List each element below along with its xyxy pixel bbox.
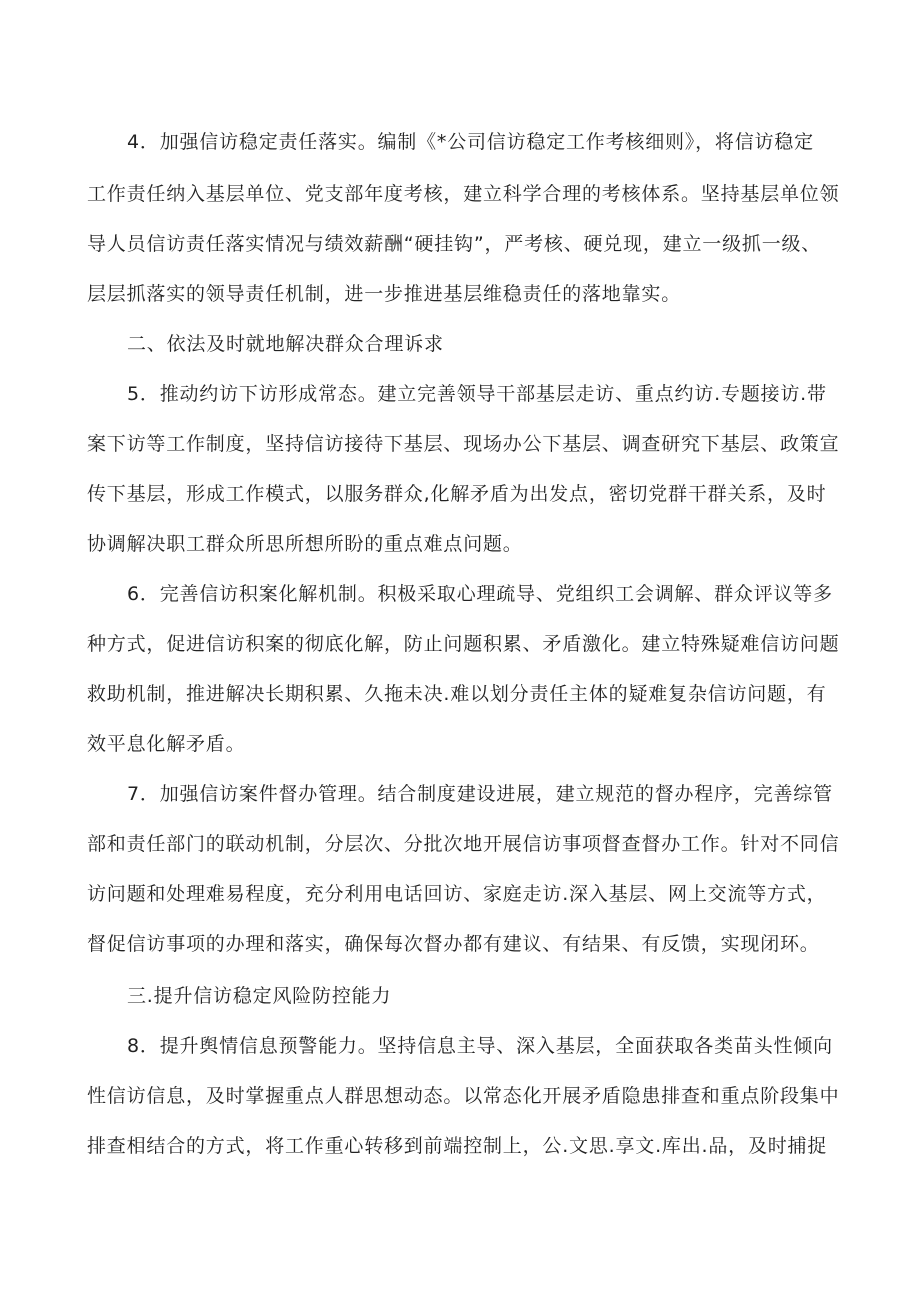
paragraph-7-line-3: 访问题和处理难易程度，充分利用电话回访、家庭走访.深入基层、网上交流等方式，: [87, 883, 827, 905]
paragraph-5-line-2: 案下访等工作制度，坚持信访接待下基层、现场办公下基层、调查研究下基层、政策宣: [87, 433, 840, 455]
paragraph-4-line-2: 工作责任纳入基层单位、党支部年度考核，建立科学合理的考核体系。坚持基层单位领: [87, 183, 840, 205]
paragraph-8-line-2: 性信访信息，及时掌握重点人群思想动态。以常态化开展矛盾隐患排查和重点阶段集中: [87, 1085, 840, 1107]
paragraph-7-line-1: 7．加强信访案件督办管理。结合制度建设进展，建立规范的督办程序，完善综管: [127, 783, 833, 805]
paragraph-4-line-3: 导人员信访责任落实情况与绩效薪酬“硬挂钩”，严考核、硬兑现，建立一级抓一级、: [87, 233, 822, 255]
paragraph-7-line-2: 部和责任部门的联动机制，分层次、分批次地开展信访事项督查督办工作。针对不同信: [87, 833, 840, 855]
paragraph-4-line-1: 4．加强信访稳定责任落实。编制《*公司信访稳定工作考核细则》，将信访稳定: [127, 131, 814, 153]
paragraph-7-line-4: 督促信访事项的办理和落实，确保每次督办都有建议、有结果、有反馈，实现闭环。: [87, 933, 820, 955]
paragraph-5-line-3: 传下基层，形成工作模式，以服务群众,化解矛盾为出发点，密切党群干群关系，及时: [87, 483, 827, 505]
paragraph-5-line-4: 协调解决职工群众所思所想所盼的重点难点问题。: [87, 533, 523, 555]
paragraph-8-line-3: 排查相结合的方式，将工作重心转移到前端控制上，公.文思.享文.库出.品，及时捕捉: [87, 1135, 828, 1157]
paragraph-8-line-1: 8．提升舆情信息预警能力。坚持信息主导、深入基层，全面获取各类苗头性倾向: [127, 1035, 833, 1057]
paragraph-4-line-4: 层层抓落实的领导责任机制，进一步推进基层维稳责任的落地靠实。: [87, 283, 682, 305]
section-heading-3: 三.提升信访稳定风险防控能力: [127, 985, 392, 1007]
paragraph-6-line-3: 救助机制，推进解决长期积累、久拖未决.难以划分责任主体的疑难复杂信访问题，有: [87, 683, 827, 705]
paragraph-5-line-1: 5．推动约访下访形成常态。建立完善领导干部基层走访、重点约访.专题接访.带: [127, 383, 827, 405]
section-heading-2: 二、依法及时就地解决群众合理诉求: [127, 333, 444, 355]
paragraph-6-line-1: 6．完善信访积案化解机制。积极采取心理疏导、党组织工会调解、群众评议等多: [127, 583, 833, 605]
paragraph-6-line-2: 种方式，促进信访积案的彻底化解，防止问题积累、矛盾激化。建立特殊疑难信访问题: [87, 633, 840, 655]
paragraph-6-line-4: 效平息化解矛盾。: [87, 733, 246, 755]
